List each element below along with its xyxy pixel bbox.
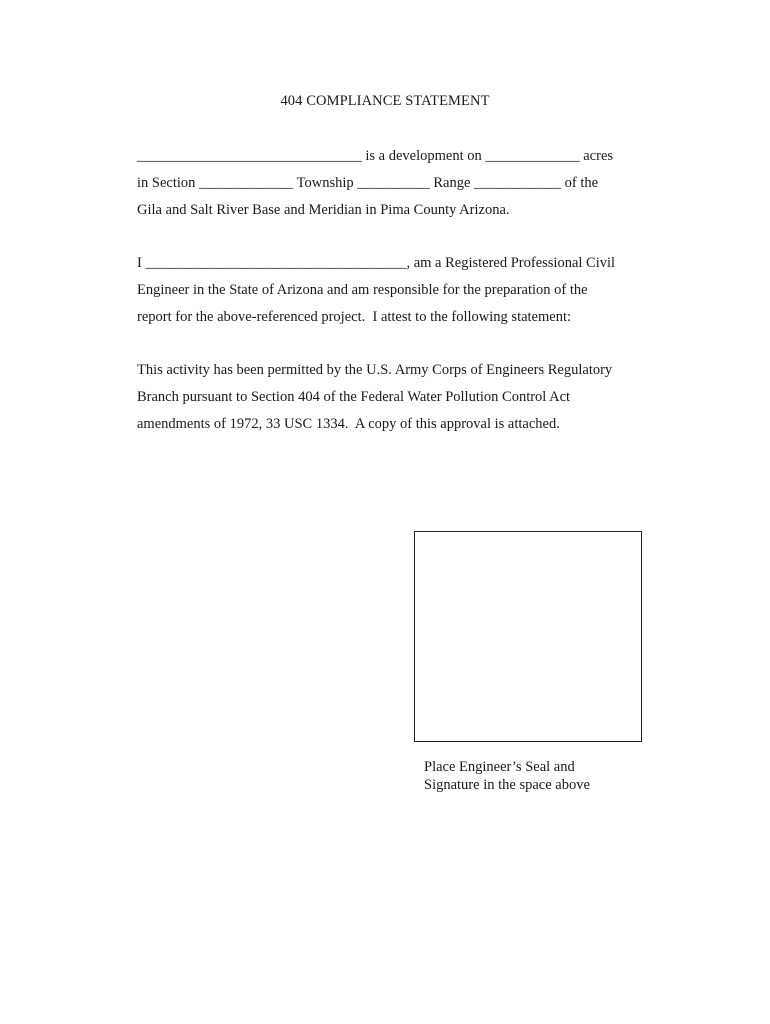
paragraph-1-line-2: in Section _____________ Township __________ Range ____________ of the [137, 175, 599, 191]
seal-caption-line-2: Signature in the space above [424, 777, 590, 793]
paragraph-2-line-1: I ____________________________________, am a Registered Professional Civil [137, 255, 616, 271]
paragraph-3-line-3: amendments of 1972, 33 USC 1334. A copy of this approval is attached. [137, 416, 560, 432]
seal-caption-line-1: Place Engineer’s Seal and [424, 759, 575, 775]
paragraph-3-line-1: This activity has been permitted by the U.S. Army Corps of Engineers Regulatory [137, 362, 613, 378]
paragraph-3-line-2: Branch pursuant to Section 404 of the Federal Water Pollution Control Act [137, 389, 571, 405]
paragraph-1-line-3: Gila and Salt River Base and Meridian in Pima County Arizona. [137, 202, 510, 218]
engineer-seal-box [414, 531, 642, 742]
paragraph-2-line-2: Engineer in the State of Arizona and am responsible for the preparation of the [137, 282, 588, 298]
paragraph-2-line-3: report for the above-referenced project. I attest to the following statement: [137, 309, 572, 325]
paragraph-1-line-1: _______________________________ is a development on _____________ acres [137, 148, 614, 164]
document-title: 404 COMPLIANCE STATEMENT [280, 93, 490, 109]
